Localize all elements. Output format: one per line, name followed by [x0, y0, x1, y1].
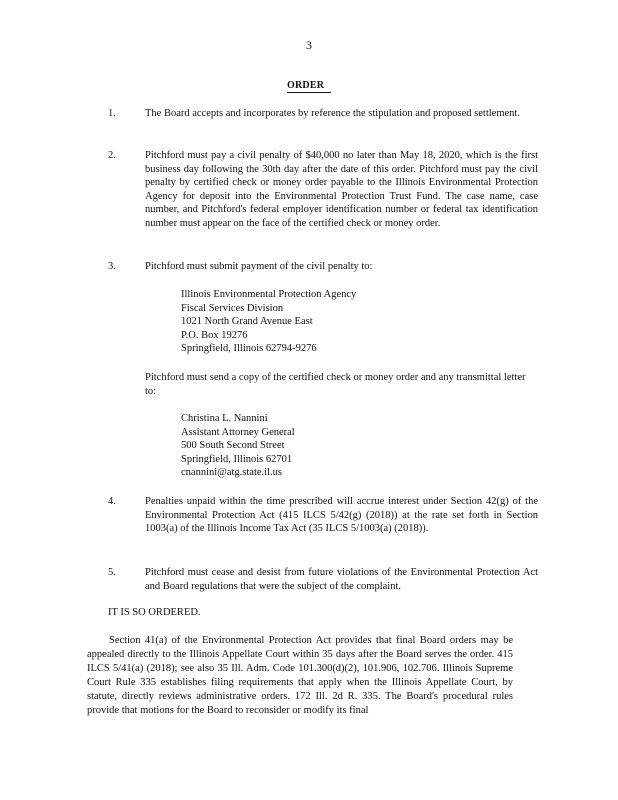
order-item-1 — [108, 107, 538, 121]
item-number: 2. — [108, 150, 116, 161]
email-line: cnannini@atg.state.il.us — [181, 467, 282, 479]
item-number: 5. — [108, 567, 116, 578]
payment-address — [181, 288, 356, 356]
item-text: The Board accepts and incorporates by reference the stipulation and proposed settlement. — [145, 108, 520, 119]
order-heading: ORDER — [287, 80, 325, 91]
copy-instruction: Pitchford must send a copy of the certified check or money order and any transmittal letter to: — [145, 372, 526, 397]
order-item-4 — [108, 495, 538, 536]
item-text: Pitchford must pay a civil penalty of $40,000 no later than May 18, 2020, which is the first business day following the 30th day after the date of this order. Pitchford must pay the civil penalty by certified check or money order payable to the Illinois Environmental Protection Agency for deposit into the Environmental Protection Trust Fund. The case name, case number, and Pitchford's federal employer identification number or federal tax identification number must appear on the face of the certified check or money order. — [145, 150, 538, 229]
order-item-5 — [108, 566, 538, 593]
item-text: Penalties unpaid within the time prescribed will accrue interest under Section 42(g) of the Environmental Protection Act (415 ILCS 5/42(g) (2018)) at the rate set forth in Section 1003(a) of the Illinois Income Tax Act (35 ILCS 5/1003(a) (2018)). — [145, 496, 538, 535]
item-number: 1. — [108, 108, 116, 119]
order-item-3 — [108, 260, 538, 274]
attorney-address — [181, 412, 295, 480]
address-line: Springfield, Illinois 62794-9276 — [181, 343, 317, 355]
address-line: P.O. Box 19276 — [181, 329, 248, 341]
order-item-2 — [108, 149, 538, 231]
item-number: 4. — [108, 496, 116, 507]
item-number: 3. — [108, 261, 116, 272]
address-line: 1021 North Grand Avenue East — [181, 316, 313, 328]
closing-paragraph: Section 41(a) of the Environmental Protection Act provides that final Board orders may be appealed directly to the Illinois Appellate Court within 35 days after the Board serves the order. 415 ILCS 5/41(a) (2018); see also 35 Ill. Adm. Code 101.300(d)(2), 101.906, 102.706. Illinois Supreme Court Rule 335 establishes filing requirements that apply when the Illinois Appellate Court, by statute, directly reviews administrative orders. 172 Ill. 2d R. 335. The Board's procedural rules provide that motions for the Board to reconsider or modify its final — [87, 635, 513, 716]
address-line: Illinois Environmental Protection Agency — [181, 289, 357, 300]
address-line: Assistant Attorney General — [181, 426, 295, 438]
address-line: Springfield, Illinois 62701 — [181, 453, 293, 465]
order-heading-underline — [287, 92, 331, 93]
address-line: 500 South Second Street — [181, 440, 285, 452]
page-number: 3 — [306, 38, 312, 52]
address-line: Fiscal Services Division — [181, 302, 284, 314]
address-line: Christina L. Nannini — [181, 413, 268, 424]
so-ordered: IT IS SO ORDERED. — [108, 607, 201, 618]
item-text: Pitchford must cease and desist from future violations of the Environmental Protection Act and Board regulations that were the subject of the complaint. — [145, 567, 538, 592]
item-text: Pitchford must submit payment of the civil penalty to: — [145, 261, 373, 272]
